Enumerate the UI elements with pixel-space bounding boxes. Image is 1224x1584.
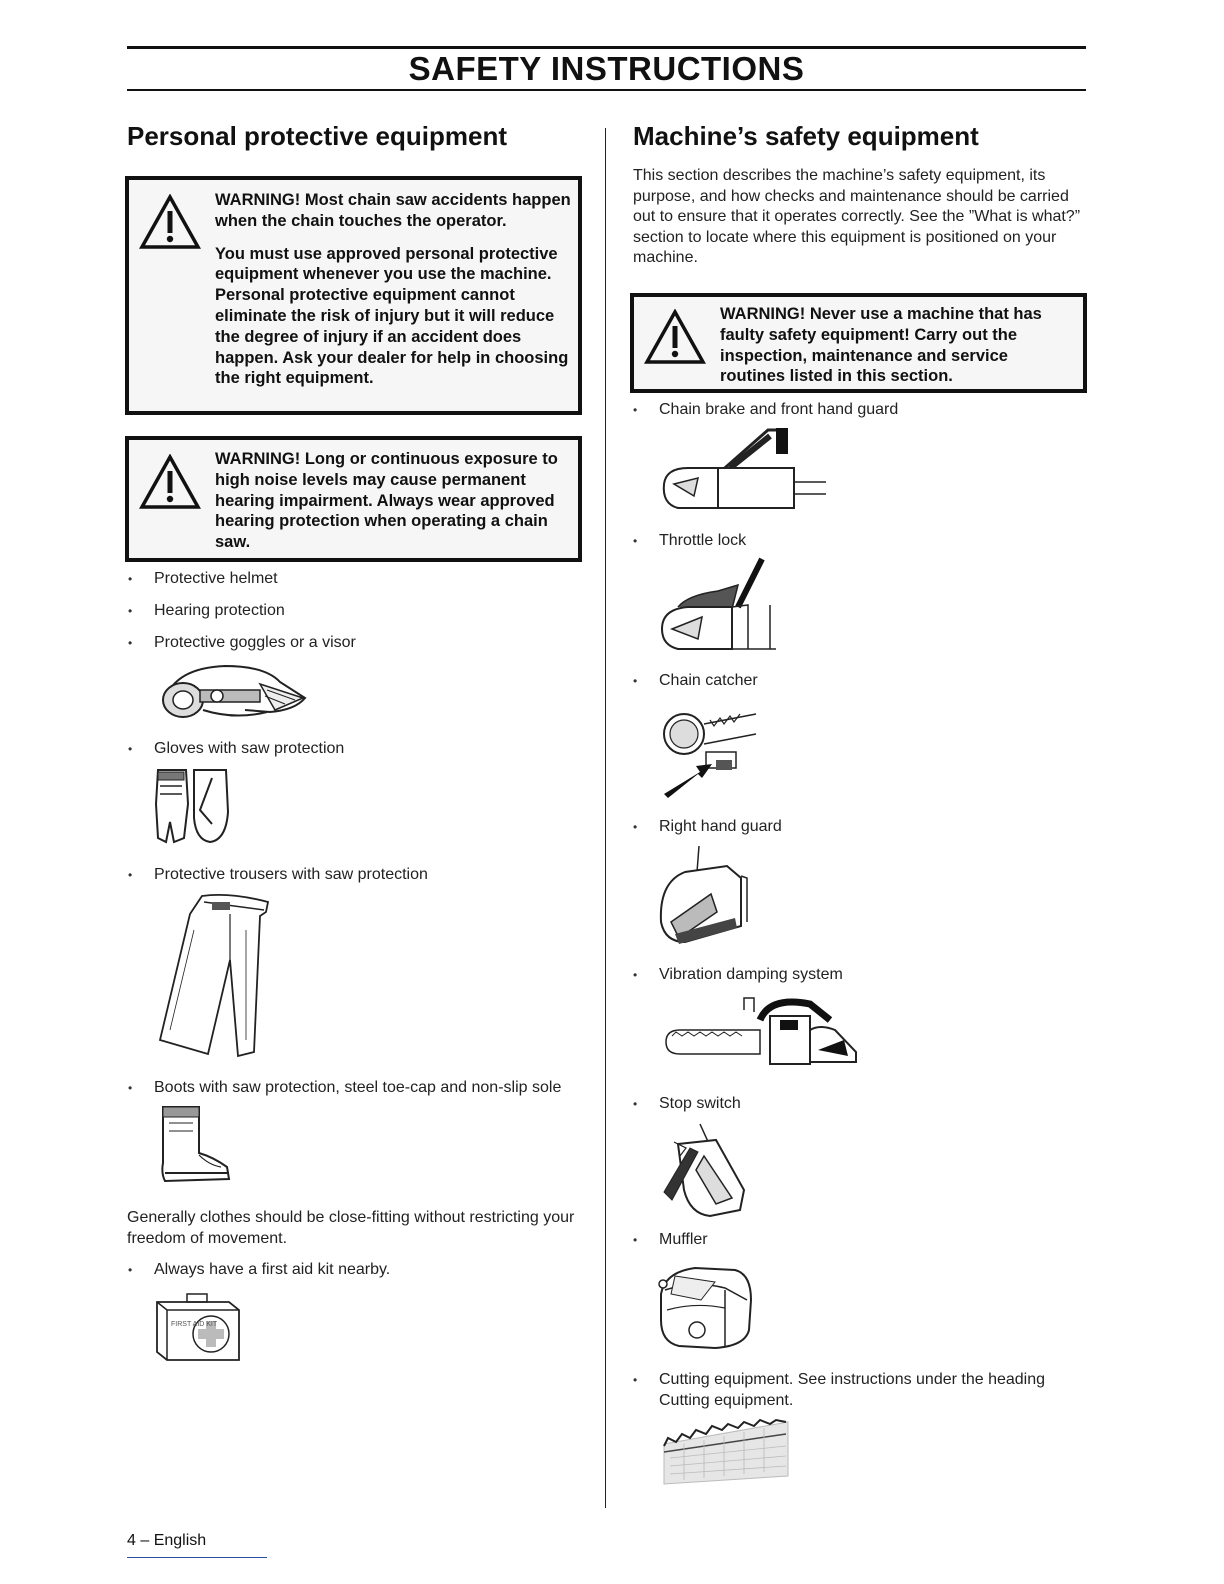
footer-rule	[127, 1557, 267, 1558]
kit-label: FIRST AID KIT	[171, 1321, 218, 1328]
warning-paragraph: WARNING! Most chain saw accidents happen when the chain touches the operator.	[215, 191, 571, 230]
warning-triangle-icon	[644, 309, 706, 365]
section-heading-machine-safety-equipment: Machine’s safety equipment	[633, 121, 979, 151]
warning-paragraph: You must use approved personal protective equipment whenever you use the machine. Personal protective equipment cannot eliminate the risk of injury but it will reduce the degree of injury if an accident does happen. Ask your dealer for help in choosing the right equipment.	[215, 244, 569, 388]
list-item: • Chain brake and front hand guard	[659, 400, 898, 420]
muffler-illustration	[655, 1260, 755, 1352]
machine-safety-intro: This section describes the machine’s safety equipment, its purpose, and how checks and maintenance should be carried out to ensure that it operates correctly. See the ”What is what?” section to locate where this equipment is positioned on your machine.	[633, 167, 1081, 266]
boots-illustration	[155, 1103, 235, 1185]
warning-paragraph: WARNING! Never use a machine that has faulty safety equipment! Carry out the inspection, maintenance and service routines listed in this section.	[720, 305, 1042, 386]
list-item: • Protective trousers with saw protection	[154, 865, 428, 885]
first-aid-kit-illustration	[153, 1290, 243, 1362]
list-item: • Chain catcher	[659, 671, 758, 691]
list-item: • Protective helmet	[154, 569, 278, 589]
chain-brake-illustration	[658, 424, 828, 514]
warning-paragraph: WARNING! Long or continuous exposure to high noise levels may cause permanent hearing impairment. Always wear approved hearing protection when operating a chain saw.	[215, 450, 558, 552]
clothes-note: Generally clothes should be close-fitting without restricting your freedom of movement.	[127, 1209, 575, 1247]
list-item: • Muffler	[659, 1230, 708, 1250]
list-item: • Right hand guard	[659, 817, 782, 837]
warning-box-faulty-equipment	[630, 293, 1087, 393]
list-item: • Gloves with saw protection	[154, 739, 344, 759]
list-item: • Protective goggles or a visor	[154, 633, 356, 653]
list-item: • Throttle lock	[659, 531, 746, 551]
list-item: • Always have a first aid kit nearby.	[154, 1260, 390, 1280]
warning-box-chain-accidents	[125, 176, 582, 415]
warning-text	[215, 449, 575, 553]
helmet-with-earmuffs-visor-illustration	[155, 660, 310, 722]
vibration-damping-illustration	[660, 990, 860, 1072]
list-item: • Cutting equipment. See instructions under the heading Cutting equipment.	[659, 1370, 1079, 1411]
warning-box-noise	[125, 436, 582, 562]
list-item: • Hearing protection	[154, 601, 285, 621]
throttle-lock-illustration	[658, 555, 778, 653]
warning-triangle-icon	[139, 454, 201, 510]
header-rule-top	[127, 46, 1086, 49]
header-rule-bottom	[127, 89, 1086, 91]
warning-text	[720, 304, 1075, 387]
column-divider	[605, 128, 606, 1508]
stop-switch-illustration	[660, 1120, 750, 1220]
cutting-equipment-illustration	[660, 1418, 792, 1488]
list-item: • Stop switch	[659, 1094, 741, 1114]
page-number: 4 – English	[127, 1532, 207, 1549]
page-title: SAFETY INSTRUCTIONS	[408, 50, 805, 87]
section-heading-personal-protective-equipment: Personal protective equipment	[127, 121, 507, 151]
warning-text	[215, 190, 575, 389]
gloves-illustration	[152, 764, 232, 846]
protective-trousers-illustration	[150, 890, 275, 1058]
list-item: • Boots with saw protection, steel toe-cap and non-slip sole	[154, 1078, 561, 1098]
list-item: • Vibration damping system	[659, 965, 843, 985]
warning-triangle-icon	[139, 194, 201, 250]
chain-catcher-illustration	[660, 694, 760, 798]
right-hand-guard-illustration	[655, 842, 750, 947]
